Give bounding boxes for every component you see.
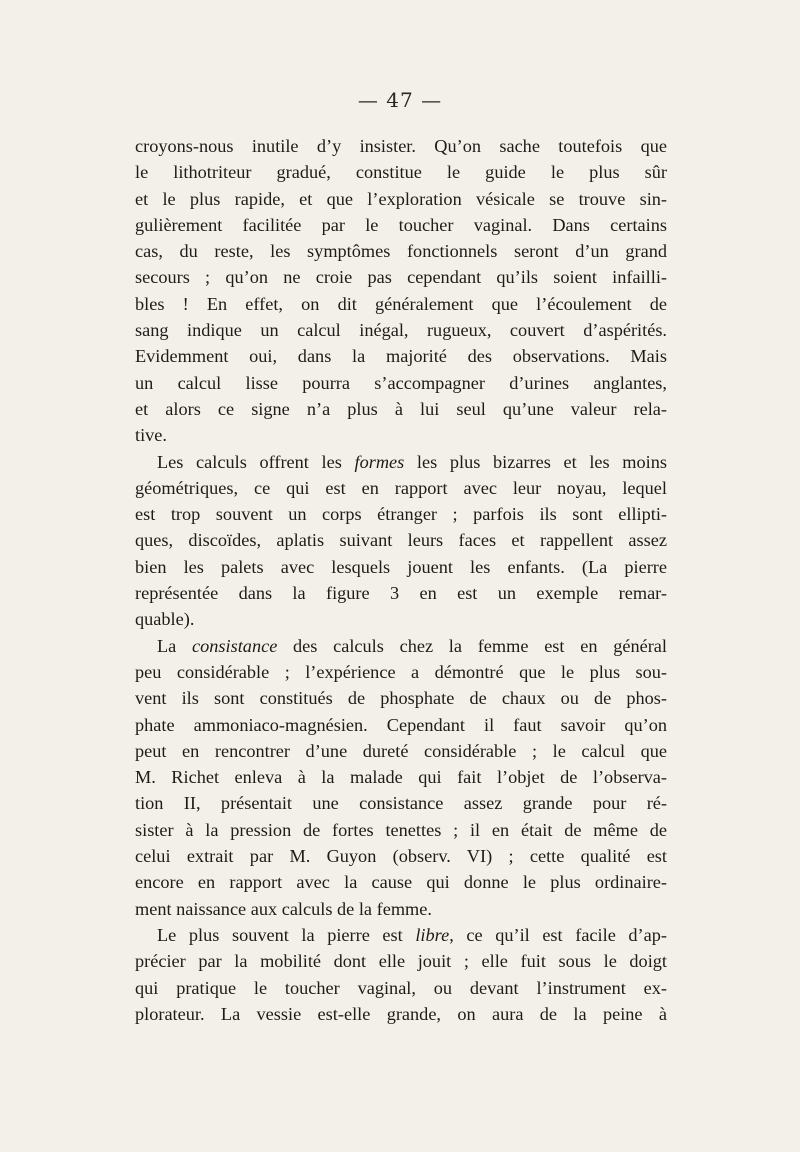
text-line: bien les palets avec lesquels jouent les enfants. (La pierre	[135, 556, 667, 577]
text-line: sister à la pression de fortes tenettes ; il en était de même de	[135, 819, 667, 840]
text-line: géométriques, ce qui est en rapport avec leur noyau, lequel	[135, 477, 667, 498]
text-line: quable).	[135, 609, 195, 630]
text-line: encore en rapport avec la cause qui donne le plus ordinaire-	[135, 872, 667, 893]
text-line: bles ! En effet, on dit généralement que l’écoulement de	[135, 293, 667, 314]
text-line: peu considérable ; l’expérience a démontré que le plus sou-	[135, 661, 667, 682]
italic-term: formes	[354, 451, 405, 472]
text-line: phate ammoniaco-magnésien. Cependant il faut savoir qu’on	[135, 714, 667, 735]
text-line: cas, du reste, les symptômes fonctionnels seront d’un grand	[135, 241, 667, 262]
text-run: , ce qu’il est facile d’ap-	[449, 924, 667, 945]
text-line: plorateur. La vessie est-elle grande, on aura de la peine à	[135, 1003, 667, 1024]
italic-term: libre	[415, 924, 450, 945]
text-line: tion II, présentait une consistance assez grande pour ré-	[135, 793, 667, 814]
text-line: un calcul lisse pourra s’accompagner d’urines anglantes,	[135, 372, 667, 393]
text-line: ques, discoïdes, aplatis suivant leurs faces et rappellent assez	[135, 530, 667, 551]
text-line: représentée dans la figure 3 en est un exemple remar-	[135, 583, 667, 604]
text-line: M. Richet enleva à la malade qui fait l’objet de l’observa-	[135, 767, 667, 788]
text-line: croyons-nous inutile d’y insister. Qu’on sache toutefois que	[135, 136, 667, 156]
text-line: ment naissance aux calculs de la femme.	[135, 898, 432, 919]
text-run: des calculs chez la femme est en général	[277, 635, 667, 656]
text-line: est trop souvent un corps étranger ; parfois ils sont ellipti-	[135, 504, 667, 525]
paragraph-line	[135, 633, 667, 659]
body-text	[135, 133, 667, 1027]
text-line: précier par la mobilité dont elle jouit ; elle fuit sous le doigt	[135, 951, 667, 972]
text-line: peut en rencontrer d’une dureté considérable ; le calcul que	[135, 740, 667, 761]
text-run: La	[157, 635, 193, 656]
text-line: secours ; qu’on ne croie pas cependant qu’ils soient infailli-	[135, 267, 667, 288]
text-line: vent ils sont constitués de phosphate de chaux ou de phos-	[135, 688, 667, 709]
text-line: qui pratique le toucher vaginal, ou devant l’instrument ex-	[135, 977, 667, 998]
text-line: gulièrement facilitée par le toucher vaginal. Dans certains	[135, 214, 667, 235]
text-line: Evidemment oui, dans la majorité des observations. Mais	[135, 346, 667, 367]
text-line: celui extrait par M. Guyon (observ. VI) ; cette qualité est	[135, 846, 667, 867]
paragraph-line	[135, 449, 667, 475]
text-run: les plus bizarres et les moins	[404, 451, 667, 472]
text-line: tive.	[135, 425, 167, 446]
text-line: et le plus rapide, et que l’exploration vésicale se trouve sin-	[135, 188, 667, 209]
italic-term: consistance	[192, 635, 278, 656]
text-line: le lithotriteur gradué, constitue le guide le plus sûr	[135, 162, 667, 183]
text-run: Les calculs offrent les	[157, 451, 355, 472]
text-line: sang indique un calcul inégal, rugueux, couvert d’aspérités.	[135, 320, 667, 341]
text-run: Le plus souvent la pierre est	[157, 924, 416, 945]
paragraph-line	[135, 922, 667, 948]
text-line: et alors ce signe n’a plus à lui seul qu’une valeur rela-	[135, 398, 667, 419]
page-number: — 47 —	[357, 88, 443, 112]
